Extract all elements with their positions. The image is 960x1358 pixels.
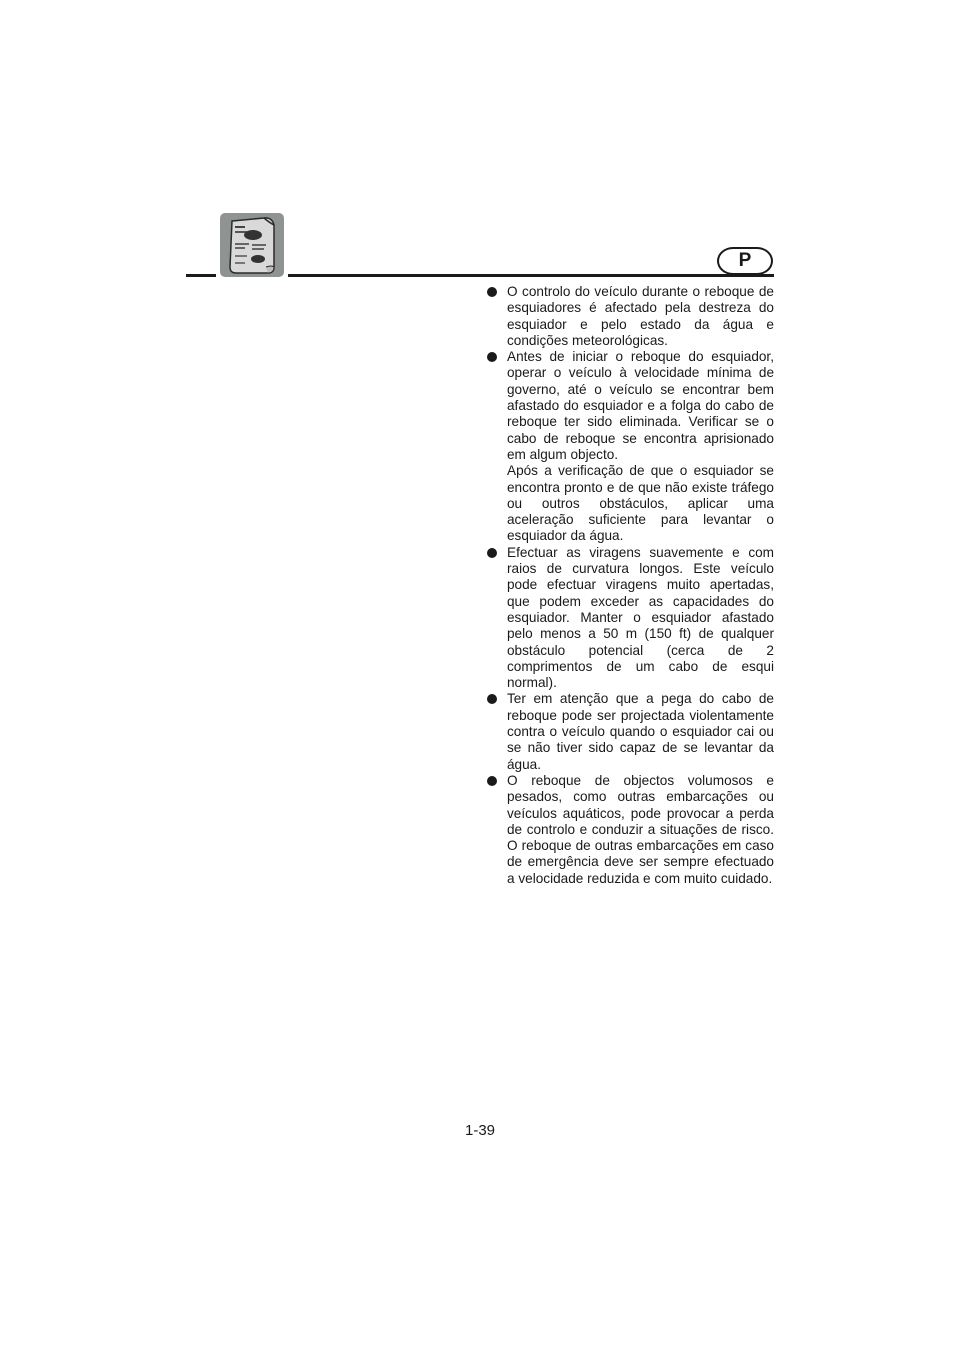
bullet-paragraph: Após a verificação de que o esquiador se encontra pronto e de que não existe tráfego ou outros obstáculos, aplicar uma aceleração suficiente para levantar o esquiador da água. [507,463,774,544]
page-number: 1-39 [464,1122,496,1139]
list-item [487,284,774,349]
list-item [487,545,774,692]
bullet-dot-icon [487,776,497,786]
list-item [487,349,774,545]
bullet-paragraph: Antes de iniciar o reboque do esquiador, operar o veículo à velocidade mínima de governo, até o veículo se encontrar bem afastado do esquiador e a folga do cabo de reboque ter sido eliminada. Verificar se o cabo de reboque se encontra aprisionado em algum objecto. [507,349,774,462]
bullet-dot-icon [487,548,497,558]
bullet-dot-icon [487,694,497,704]
bullet-paragraph: O reboque de objectos volumosos e pesados, como outras embarcações ou veículos aquáticos, pode provocar a perda de controlo e conduzir a situações de risco. O reboque de outras embarcações em caso de emergência deve ser sempre efectuado a velocidade reduzida e com muito cuidado. [507,772,774,886]
bullet-paragraph: Ter em atenção que a pega do cabo de reboque pode ser projectada violentamente contra o veículo quando o esquiador cai ou se não tiver sido capaz de se levantar da água. [507,691,774,772]
safety-bullet-list [487,284,774,887]
list-item [487,691,774,772]
bullet-paragraph: Efectuar as viragens suavemente e com raios de curvatura longos. Este veículo pode efectuar viragens muito apertadas, que podem exceder as capacidades do esquiador. Manter o esquiador afastado pelo menos a 50 m (150 ft) de qualquer obstáculo potencial (cerca de 2 comprimentos de um cabo de esqui normal). [507,544,774,691]
language-badge: P [717,247,773,275]
header-rule-left [186,274,216,277]
bullet-dot-icon [487,352,497,362]
header-rule-right [288,274,774,277]
manual-booklet-icon [220,213,284,277]
bullet-dot-icon [487,287,497,297]
list-item [487,773,774,887]
bullet-paragraph: O controlo do veículo durante o reboque de esquiadores é afectado pela destreza do esquiador e pelo estado da água e condições meteorológicas. [507,284,774,348]
